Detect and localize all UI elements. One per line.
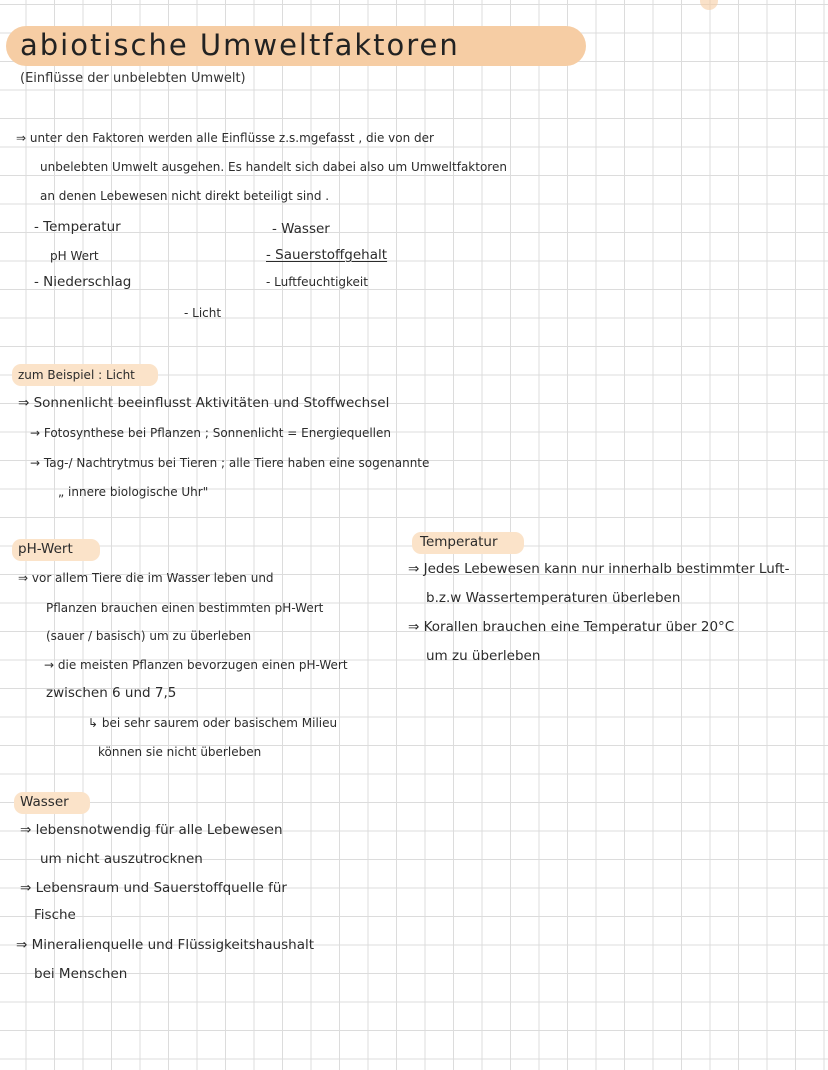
temperatur-line-1: ⇒ Jedes Lebewesen kann nur innerhalb bestimmter Luft- <box>408 561 790 577</box>
factor-niederschlag: - Niederschlag <box>34 274 132 290</box>
ph-line-5: zwischen 6 und 7,5 <box>46 685 177 701</box>
ph-line-2: Pflanzen brauchen einen bestimmten pH-Wert <box>46 601 324 615</box>
wasser-line-1: ⇒ lebensnotwendig für alle Lebewesen <box>20 822 283 838</box>
temperatur-line-2: b.z.w Wassertemperaturen überleben <box>426 590 681 606</box>
licht-line-1: ⇒ Sonnenlicht beeinflusst Aktivitäten und Stoffwechsel <box>18 395 390 411</box>
page-subtitle: (Einflüsse der unbelebten Umwelt) <box>20 71 246 86</box>
ph-line-4: → die meisten Pflanzen bevorzugen einen pH-Wert <box>44 658 348 672</box>
wasser-line-3: ⇒ Lebensraum und Sauerstoffquelle für <box>20 880 287 896</box>
licht-heading: zum Beispiel : Licht <box>18 368 135 382</box>
intro-line-3: an denen Lebewesen nicht direkt beteiligt sind . <box>40 189 330 203</box>
temperatur-line-4: um zu überleben <box>426 648 541 664</box>
wasser-line-5: ⇒ Mineralienquelle und Flüssigkeitshaushalt <box>16 937 315 953</box>
factor-luftfeuchtigkeit: - Luftfeuchtigkeit <box>266 275 368 289</box>
wasser-line-4: Fische <box>34 907 76 923</box>
page-title: abiotische Umweltfaktoren <box>20 28 460 62</box>
corner-decoration <box>700 0 718 10</box>
factor-sauerstoff: - Sauerstoffgehalt <box>266 247 388 263</box>
wasser-line-6: bei Menschen <box>34 966 128 982</box>
temperatur-line-3: ⇒ Korallen brauchen eine Temperatur über 20°C <box>408 619 735 635</box>
factor-licht: - Licht <box>184 306 222 320</box>
licht-line-3: → Tag-/ Nachtrytmus bei Tieren ; alle Tiere haben eine sogenannte <box>30 456 430 470</box>
ph-line-1: ⇒ vor allem Tiere die im Wasser leben und <box>18 571 274 585</box>
ph-line-6: ↳ bei sehr saurem oder basischem Milieu <box>88 716 338 730</box>
factor-wasser: - Wasser <box>272 221 330 237</box>
ph-line-3: (sauer / basisch) um zu überleben <box>46 629 252 643</box>
ph-heading: pH-Wert <box>18 541 73 557</box>
intro-line-1: ⇒ unter den Faktoren werden alle Einflüsse z.s.mgefasst , die von der <box>16 131 434 145</box>
licht-line-4: „ innere biologische Uhr" <box>58 485 209 499</box>
wasser-line-2: um nicht auszutrocknen <box>40 851 203 867</box>
factor-temperatur: - Temperatur <box>34 219 121 235</box>
wasser-heading: Wasser <box>20 794 69 810</box>
temperatur-heading: Temperatur <box>420 534 498 550</box>
intro-line-2: unbelebten Umwelt ausgehen. Es handelt sich dabei also um Umweltfaktoren <box>40 160 507 174</box>
licht-line-2: → Fotosynthese bei Pflanzen ; Sonnenlicht = Energiequellen <box>30 426 392 440</box>
ph-line-7: können sie nicht überleben <box>98 745 262 759</box>
factor-ph: pH Wert <box>50 249 99 263</box>
